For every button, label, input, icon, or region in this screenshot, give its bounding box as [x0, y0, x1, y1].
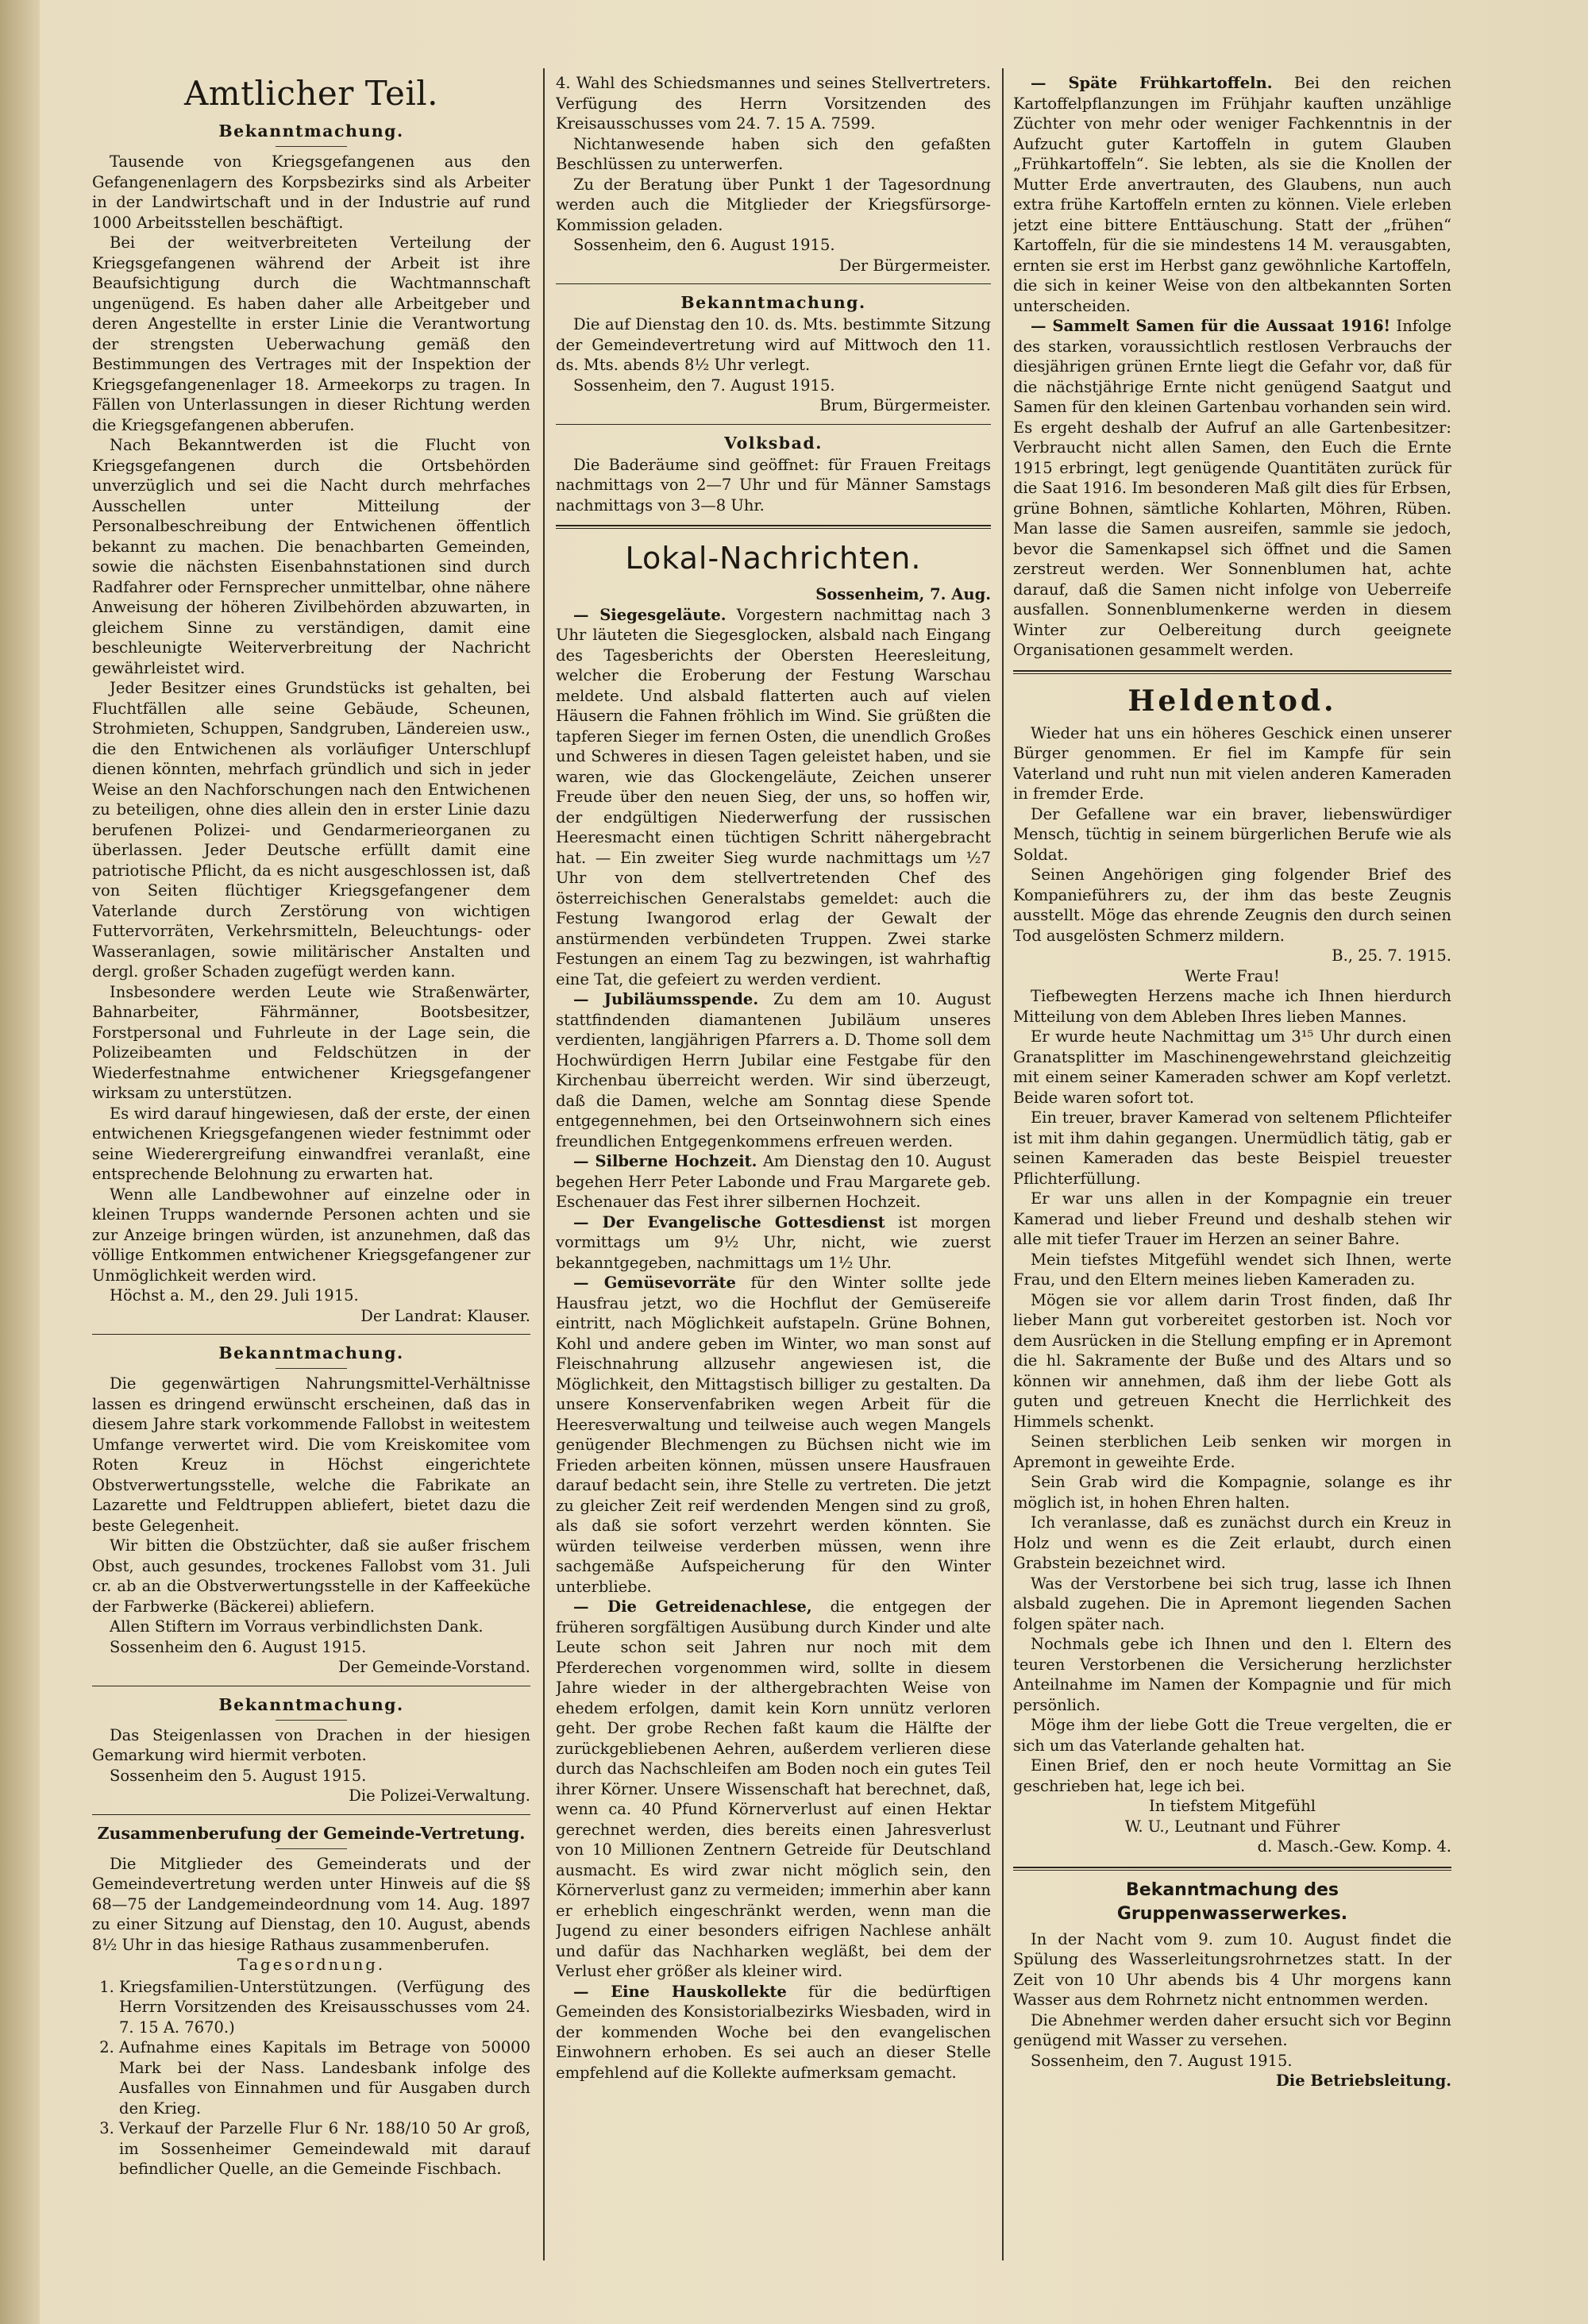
notice-date: Sossenheim, den 7. August 1915.	[1031, 2051, 1293, 2070]
section-title: Amtlicher Teil.	[183, 74, 439, 113]
divider	[556, 283, 991, 284]
paragraph: Ich veranlasse, daß es zunächst durch ein Kreuz in Holz und wenn es die Zeit erlaubt, durch einen Grabstein bezeichnet wird.	[1013, 1513, 1451, 1572]
notice-signature: Die Polizei-Verwaltung.	[349, 1786, 530, 1805]
notice-heading: Bekanntmachung des Gruppenwasserwerkes.	[1116, 1879, 1348, 1924]
letter-salutation: Werte Frau!	[1185, 966, 1280, 985]
notice-date: Höchst a. M., den 29. Juli 1915.	[110, 1286, 359, 1305]
column-2	[556, 73, 991, 2268]
notice-heading: Bekanntmachung.	[218, 1343, 404, 1362]
paragraph: Die Baderäume sind geöffnet: für Frauen Freitags nachmittags von 2—7 Uhr und für Männer Samstags nachmittags von 3—8 Uhr.	[556, 455, 991, 515]
letter-signature: d. Masch.-Gew. Komp. 4.	[1257, 1837, 1451, 1856]
news-item: — Die Getreidenachlese, die entgegen der früheren sorgfältigen Ausübung durch Kinder und alte Leute schon seit Jahren nur noch mit dem Pferderechen vorgenommen wird, sollte in diesem Jahre wieder in der althergebrachten Weise von ehedem erfolgen, damit kein Korn unnütz verloren geht. Der grobe Rechen faßt kaum die Hälfte der zurückgebliebenen Aehren, außerdem verlieren diese durch das Nachschleifen am Boden noch ein gutes Teil ihrer Körner. Unsere Wissenschaft hat berechnet, daß, wenn ca. 40 Pfund Körnerverlust auf einen Hektar gerechnet werden, dies bereits einen Jahresverlust von 10 Millionen Zentnern Getreide für Deutschland ausmacht. Es wird zwar nicht möglich sein, den Körnerverlust ganz zu vermeiden; immerhin aber kann er erheblich eingeschränkt werden, wenn man die Jugend zu einer besonders eifrigen Nachlese anhält und dafür das Nachharken wegläßt, bei dem der Verlust eher größer als kleiner wird.	[556, 1598, 991, 1980]
notice-heading: Bekanntmachung.	[218, 121, 404, 141]
news-item: — Silberne Hochzeit. Am Dienstag den 10. August begehen Herr Peter Labonde und Frau Margarete geb. Eschenauer das Fest ihrer silbernen Hochzeit.	[556, 1152, 991, 1211]
paragraph: Möge ihm der liebe Gott die Treue vergelten, die er sich um das Vaterlande gehalten hat.	[1013, 1716, 1451, 1755]
double-divider	[1013, 1867, 1451, 1871]
news-item: — Späte Frühkartoffeln. Bei den reichen Kartoffelpflanzungen im Frühjahr kauften unzählige Züchter von mehr oder weniger Fachkenntnis in der Aufzucht guter Kartoffeln in gutem Glauben „Frühkartoffeln“. Sie lebten, als sie die Knollen der Mutter Erde anvertrauten, des Glaubens, nun auch extra frühe Kartoffeln ernten zu können. Viele erleben jetzt eine bittere Enttäuschung. Statt der „frühen“ Kartoffeln, für die sie mindestens 14 M. verausgabten, ernten sie erst im Herbst ganz gewöhnliche Kartoffeln, die sich in keiner Weise von den altbekannten Sorten unterscheiden.	[1013, 74, 1451, 315]
paragraph: Nochmals gebe ich Ihnen und den l. Eltern des teuren Verstorbenen die Versicherung herzlichster Anteilnahme im Namen der Kompagnie und für mich persönlich.	[1013, 1635, 1451, 1714]
paragraph: Bei der weitverbreiteten Verteilung der Kriegsgefangenen während der Arbeit ist ihre Beaufsichtigung durch die Wachtmannschaft ungenügend. Es haben daher alle Arbeitgeber und deren Angestellte in erster Linie die Verantwortung der strengsten Ueberwachung gemäß den Bestimmungen des Vertrages mit der Inspektion der Kriegsgefangenenlager 18. Armeekorps zu tragen. In Fällen von Unterlassungen in dieser Richtung werden die Kriegsgefangenen abberufen.	[92, 233, 530, 434]
paragraph: Nach Bekanntwerden ist die Flucht von Kriegsgefangenen durch die Ortsbehörden unverzüglich und sei die Nacht durch mehrfaches Ausschellen unter Mitteilung der Personalbeschreibung der Entwichenen öffentlich bekannt zu machen. Die benachbarten Gemeinden, sowie die nächsten Eisenbahnstationen sind durch Radfahrer oder Fernsprecher unmittelbar, ohne nähere Anweisung der höheren Zivilbehörden abzuwarten, in gleichem Sinne zu verständigen, damit eine beschleunigte Weiterverbreitung der Nachricht gewährleistet wird.	[92, 436, 530, 677]
list-item: 4. Wahl des Schiedsmannes und seines Stellvertreters. Verfügung des Herrn Vorsitzenden des Kreisausschusses vom 24. 7. 15 A. 7599.	[556, 74, 991, 133]
notice-heading: Zusammenberufung der Gemeinde-Vertretung.	[97, 1823, 526, 1843]
column-rule	[1002, 68, 1004, 2260]
notice-heading: Bekanntmachung.	[680, 293, 866, 312]
paragraph: Seinen sterblichen Leib senken wir morgen in Apremont in geweihte Erde.	[1013, 1432, 1451, 1471]
paragraph: Mögen sie vor allem darin Trost finden, daß Ihr lieber Mann gut vorbereitet gestorben ist. Noch vor dem Ausrücken in die Stellung empfing er in Apremont die hl. Sakramente der Buße und des Altars und so können wir annehmen, daß ihm der liebe Gott als guten und getreuen Knecht die Herrlichkeit des Himmels schenkt.	[1013, 1290, 1451, 1431]
divider	[276, 1848, 347, 1849]
list-item: 3. Verkauf der Parzelle Flur 6 Nr. 188/10 50 Ar groß, im Sossenheimer Gemeindewald mit darauf befindlicher Quelle, an die Gemeinde Fischbach.	[119, 2118, 530, 2179]
notice-date: Sossenheim, den 7. August 1915.	[573, 376, 835, 395]
divider	[92, 1814, 530, 1815]
divider	[92, 1334, 530, 1335]
news-item: — Der Evangelische Gottesdienst ist morgen vormittags um 9½ Uhr, nicht, wie zuerst bekanntgegeben, nachmittags um 1½ Uhr.	[556, 1212, 991, 1272]
double-divider	[1013, 670, 1451, 674]
notice-signature: Brum, Bürgermeister.	[819, 396, 991, 414]
notice-signature: Der Landrat: Klauser.	[360, 1306, 530, 1325]
divider	[276, 146, 347, 147]
paragraph: Die Mitglieder des Gemeinderats und der Gemeindevertretung werden unter Hinweis auf die §§ 68—75 der Landgemeindeordnung vom 14. Aug. 1897 zu einer Sitzung auf Dienstag, den 10. August, abends 8½ Uhr in das hiesige Rathaus zusammenberufen.	[92, 1854, 530, 1954]
paragraph: Die gegenwärtigen Nahrungsmittel-Verhältnisse lassen es dringend erwünscht erscheinen, daß das in diesem Jahre stark vorkommende Fallobst in weitestem Umfange verwertet wird. Die vom Kreiskomitee vom Roten Kreuz in Höchst eingerichtete Obstverwertungsstelle, welche die Fabrikate an Lazarette und Feldtruppen abliefert, bietet dazu die beste Gelegenheit.	[92, 1374, 530, 1535]
paragraph: Er war uns allen in der Kompagnie ein treuer Kamerad und lieber Freund und deshalb stehen wir alle mit tiefer Trauer im Herzen an seiner Bahre.	[1013, 1189, 1451, 1248]
column-3	[1013, 73, 1451, 2268]
notice-date: Sossenheim, den 6. August 1915.	[573, 236, 835, 254]
column-rule	[543, 68, 545, 2260]
paragraph: Jeder Besitzer eines Grundstücks ist gehalten, bei Fluchtfällen alle seine Gebäude, Scheunen, Strohmieten, Schuppen, Sandgruben, Ländereien usw., die den Entwichenen als vorläufiger Unterschlupf dienen könnten, mehrfach gründlich und sich in jeder Weise an den Nachforschungen nach den Entwichenen zu beteiligen, ohne dies allein den in erster Linie dazu berufenen Polizei- und Gendarmerieorganen zu überlassen. Jeder Deutsche erfüllt damit eine patriotische Pflicht, da es nicht ausgeschlossen ist, daß von Seiten flüchtiger Kriegsgefangener dem Vaterlande durch Zerstörung von wichtigen Futtervorräten, Verkehrsmitteln, Beleuchtungs- oder Wasseranlagen, sowie militärischer Anstalten und dergl. großer Schaden zugefügt werden kann.	[92, 679, 530, 981]
news-item: — Eine Hauskollekte für die bedürftigen Gemeinden des Konsistorialbezirks Wiesbaden, wird in der kommenden Woche bei den evangelischen Einwohnern erhoben. Es sei auch an dieser Stelle empfehlend auf die Kollekte aufmerksam gemacht.	[556, 1982, 991, 2082]
list-item: 1. Kriegsfamilien-Unterstützungen. (Verfügung des Herrn Vorsitzenden des Kreisausschusses vom 24. 7. 15 A. 7670.)	[119, 1977, 530, 2038]
column-1	[92, 73, 530, 2268]
paragraph: Wenn alle Landbewohner auf einzelne oder in kleinen Trupps wandernde Personen achten und sie zur Anzeige bringen würden, ist anzunehmen, daß das völlige Entkommen entwichener Kriegsgefangener zur Unmöglichkeit werden wird.	[92, 1185, 530, 1285]
list-item: 2. Aufnahme eines Kapitals im Betrage von 50000 Mark bei der Nass. Landesbank infolge des Ausfalles von Einnahmen und für Ausgaben durch den Krieg.	[119, 2037, 530, 2118]
notice-heading: Bekanntmachung.	[218, 1694, 404, 1714]
letter-closing: In tiefstem Mitgefühl	[1149, 1797, 1316, 1815]
letter-date: B., 25. 7. 1915.	[1332, 946, 1451, 965]
paragraph: Tiefbewegten Herzens mache ich Ihnen hierdurch Mitteilung von dem Ableben Ihres lieben Mannes.	[1013, 987, 1451, 1026]
news-item: — Siegesgeläute. Vorgestern nachmittag nach 3 Uhr läuteten die Siegesglocken, alsbald nach Eingang des Tagesberichts der Obersten Heeresleitung, welcher die Eroberung der Festung Warschau meldete. Und alsbald flatterten auch auf vielen Häusern die Fahnen fröhlich im Wind. Sie grüßten die tapferen Sieger im fernen Osten, die unendlich Großes und Schweres in diesen Tagen geleistet haben, und sie waren, wie das Glockengeläute, Zeichen unserer Freude über den neuen Sieg, der uns, so hoffen wir, der endgültigen Niederwerfung der russischen Heeresmacht einen tüchtigen Schritt nähergebracht hat. — Ein zweiter Sieg wurde nachmittags um ½7 Uhr von dem stellvertretenden Chef des österreichischen Generalstabs gemeldet: auch die Festung Iwangorod erlag der Gewalt der anstürmenden verbündeten Truppen. Zwei starke Festungen an einem Tag zu bezwingen, ist wahrhaftig eine Tat, die gefeiert zu werden verdient.	[556, 605, 991, 989]
notice-heading: Volksbad.	[724, 433, 823, 453]
notice-signature: Der Gemeinde-Vorstand.	[338, 1658, 530, 1676]
section-title: Lokal-Nachrichten.	[625, 541, 922, 576]
news-item: — Jubiläumsspende. Zu dem am 10. August stattfindenden diamantenen Jubiläum unseres verdienten, langjährigen Pfarrers a. D. Thome soll dem Hochwürdigen Herrn Jubilar eine Festgabe für den Kirchenbau überreicht werden. Wir sind überzeugt, daß die Damen, welche am Sonntag diese Spende entgegennehmen, bei den Ortseinwohnern sich eines freundlichen Entgegenkommens erfreuen werden.	[556, 990, 991, 1150]
agenda-list	[92, 1977, 530, 2179]
paragraph: Der Gefallene war ein braver, liebenswürdiger Mensch, tüchtig in seinem bürgerlichen Berufe wie als Soldat.	[1013, 804, 1451, 864]
double-divider	[556, 525, 991, 529]
divider	[556, 424, 991, 425]
paragraph: Insbesondere werden Leute wie Straßenwärter, Bahnarbeiter, Fährmänner, Bootsbesitzer, Forstpersonal und Fuhrleute in der Lage sein, die Polizeibeamten und Feldschützen in der Wiederfestnahme entwichener Kriegsgefangener wirksam zu unterstützen.	[92, 982, 530, 1102]
notice-date: Sossenheim den 6. August 1915.	[110, 1637, 367, 1656]
paragraph: Das Steigenlassen von Drachen in der hiesigen Gemarkung wird hiermit verboten.	[92, 1725, 530, 1764]
paragraph: In der Nacht vom 9. zum 10. August findet die Spülung des Wasserleitungsrohrnetzes statt. In der Zeit von 10 Uhr abends bis 4 Uhr morgens kann Wasser aus dem Rohrnetz nicht entnommen werden.	[1013, 1929, 1451, 2009]
divider	[276, 1368, 347, 1369]
notice-signature: Die Betriebsleitung.	[1275, 2072, 1451, 2090]
section-title: Heldentod.	[1127, 684, 1337, 718]
news-item: — Sammelt Samen für die Aussaat 1916! Infolge des starken, voraussichtlich restlosen Verbrauchs der diesjährigen grünen Ernte liegt die Gefahr vor, daß für die nächstjährige Ernte nicht genügend Saatgut und Samen für den kleinen Gartenbau vorhanden sein wird. Es ergeht deshalb der Aufruf an alle Gartenbesitzer: Verbraucht nicht allen Samen, den Euch die Ernte 1915 erbringt, legt genügende Quantitäten zurück für die Saat 1916. Im besonderen Maß gilt dies für Erbsen, grüne Bohnen, sämtliche Kohlarten, Möhren, Rüben. Man lasse die Samen ausreifen, sammle sie jedoch, bevor die Samenkapsel sich öffnet und die Samen zerstreut werden. Wer Sonnenblumen hat, achte darauf, daß die Samen nicht infolge von Ueberreife ausfallen. Sonnenblumenkerne werden in diesem Winter zur Oelbereitung durch geeignete Organisationen gesammelt werden.	[1013, 317, 1451, 659]
paragraph: Tausende von Kriegsgefangenen aus den Gefangenenlagern des Korpsbezirks sind als Arbeiter in der Landwirtschaft und in der Industrie auf rund 1000 Arbeitsstellen beschäftigt.	[92, 152, 530, 232]
agenda-title: Tagesordnung.	[237, 1956, 386, 1974]
divider	[276, 1720, 347, 1721]
paragraph: Seinen Angehörigen ging folgender Brief des Kompanieführers zu, der ihm das beste Zeugnis ausstellt. Möge das ehrende Zeugnis den durch seinen Tod ausgelösten Schmerz mildern.	[1013, 865, 1451, 945]
notice-date: Sossenheim den 5. August 1915.	[110, 1766, 367, 1785]
paragraph: Wir bitten die Obstzüchter, daß sie außer frischem Obst, auch gesundes, trockenes Fallobst vom 31. Juli cr. ab an die Obstverwertungsstelle in der Kaffeeküche der Farbwerke (Bäckerei) abliefern.	[92, 1536, 530, 1616]
paragraph: Er wurde heute Nachmittag um 3¹⁵ Uhr durch einen Granatsplitter im Maschinengewehrstand gleichzeitig mit einem seiner Kameraden schwer am Kopf verletzt. Beide waren sofort tot.	[1013, 1027, 1451, 1107]
paragraph: Mein tiefstes Mitgefühl wendet sich Ihnen, werte Frau, und den Eltern meines lieben Kameraden zu.	[1013, 1250, 1451, 1289]
paragraph: Was der Verstorbene bei sich trug, lasse ich Ihnen alsbald zugehen. Die in Apremont liegenden Sachen folgen später nach.	[1013, 1574, 1451, 1633]
paragraph: Zu der Beratung über Punkt 1 der Tagesordnung werden auch die Mitglieder der Kriegsfürsorge-Kommission geladen.	[556, 175, 991, 234]
paragraph: Es wird darauf hingewiesen, daß der erste, der einen entwichenen Kriegsgefangenen wieder festnimmt oder seine Wiederergreifung einwandfrei veranlaßt, eine entsprechende Belohnung zu erwarten hat.	[92, 1104, 530, 1183]
news-item: — Gemüsevorräte für den Winter sollte jede Hausfrau jetzt, wo die Hochflut der Gemüsereife eintritt, nach Möglichkeit aufstapeln. Grüne Bohnen, Kohl und andere geben im Winter, wo man sonst auf Fleischnahrung allzusehr angewiesen ist, die Möglichkeit, den Mittagstisch billiger zu gestalten. Da unsere Konservenfabriken wegen Arbeit für die Heeresverwaltung und teilweise auch wegen Mangels genügender Blechmengen zu Büchsen nicht wie im Frieden arbeiten können, müssen unsere Hausfrauen darauf bedacht sein, ihre Stelle zu vertreten. Die jetzt zu gleicher Zeit reif werdenden Mengen sind zu groß, als daß sie sofort verzehrt werden könnten. Sie würden teilweise verderben müssen, wenn ihre sachgemäße Aufspeicherung für den Winter unterbliebe.	[556, 1274, 991, 1596]
paragraph: Die Abnehmer werden daher ersucht sich vor Beginn genügend mit Wasser zu versehen.	[1013, 2010, 1451, 2049]
paragraph: Allen Stiftern im Vorraus verbindlichsten Dank.	[110, 1617, 484, 1636]
paragraph: Wieder hat uns ein höheres Geschick einen unserer Bürger genommen. Er fiel im Kampfe für sein Vaterland und ruht nun mit vielen anderen Kameraden in fremder Erde.	[1013, 723, 1451, 803]
paragraph: Nichtanwesende haben sich den gefaßten Beschlüssen zu unterwerfen.	[556, 134, 991, 173]
letter-signature: W. U., Leutnant und Führer	[1124, 1817, 1340, 1836]
paragraph: Einen Brief, den er noch heute Vormittag an Sie geschrieben hat, lege ich bei.	[1013, 1756, 1451, 1795]
paragraph: Die auf Dienstag den 10. ds. Mts. bestimmte Sitzung der Gemeindevertretung wird auf Mittwoch den 11. ds. Mts. abends 8½ Uhr verlegt.	[556, 315, 991, 374]
paragraph: Ein treuer, braver Kamerad von seltenem Pflichteifer ist mit ihm dahin gegangen. Unermüdlich tätig, gab er seinen Kameraden das beste Beispiel treuester Pflichterfüllung.	[1013, 1108, 1451, 1188]
notice-signature: Der Bürgermeister.	[838, 256, 991, 275]
page-gutter	[0, 0, 40, 2324]
dateline: Sossenheim, 7. Aug.	[815, 585, 991, 603]
paragraph: Sein Grab wird die Kompagnie, solange es ihr möglich ist, in hohen Ehren halten.	[1013, 1473, 1451, 1512]
